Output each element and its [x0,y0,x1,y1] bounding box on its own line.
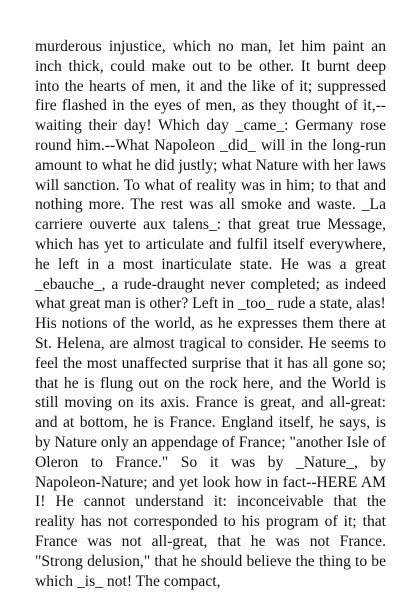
book-page-text [35,37,386,591]
paragraph-2: His notions of the world, as he expresses them there at St. Helena, are almost tragical to consider. He seems to feel the most unaffected surprise that it has all gone so; that he is flung out on the rock here, and the World is still moving on its axis. France is great, and all-great: and at bottom, he is France. England itself, he says, is by Nature only an appendage of France; "another Isle of Oleron to France." So it was by _Nature_, by Napoleon-Nature; and yet look how in fact--HERE AM I! He cannot understand it: inconceivable that the reality has not corresponded to his program of it; that France was not all-great, that he was not France. "Strong delusion," that he should believe the thing to be which _is_ not! The compact, [35,315,386,590]
paragraph-1: murderous injustice, which no man, let him paint an inch thick, could make out to be other. It burnt deep into the hearts of men, it and the like of it; suppressed fire flashed in the eyes of men, as they thought of it,--waiting their day! Which day _came_: Germany rose round him.--What Napoleon _did_ will in the long-run amount to what he did justly; what Nature with her laws will sanction. To what of reality was in him; to that and nothing more. The rest was all smoke and waste. _La carriere ouverte aux talens_: that great true Message, which has yet to articulate and fulfil itself everywhere, he left in a most inarticulate state. He was a great _ebauche_, a rude-draught never completed; as indeed what great man is other? Left in _too_ rude a state, alas! [35,38,386,313]
